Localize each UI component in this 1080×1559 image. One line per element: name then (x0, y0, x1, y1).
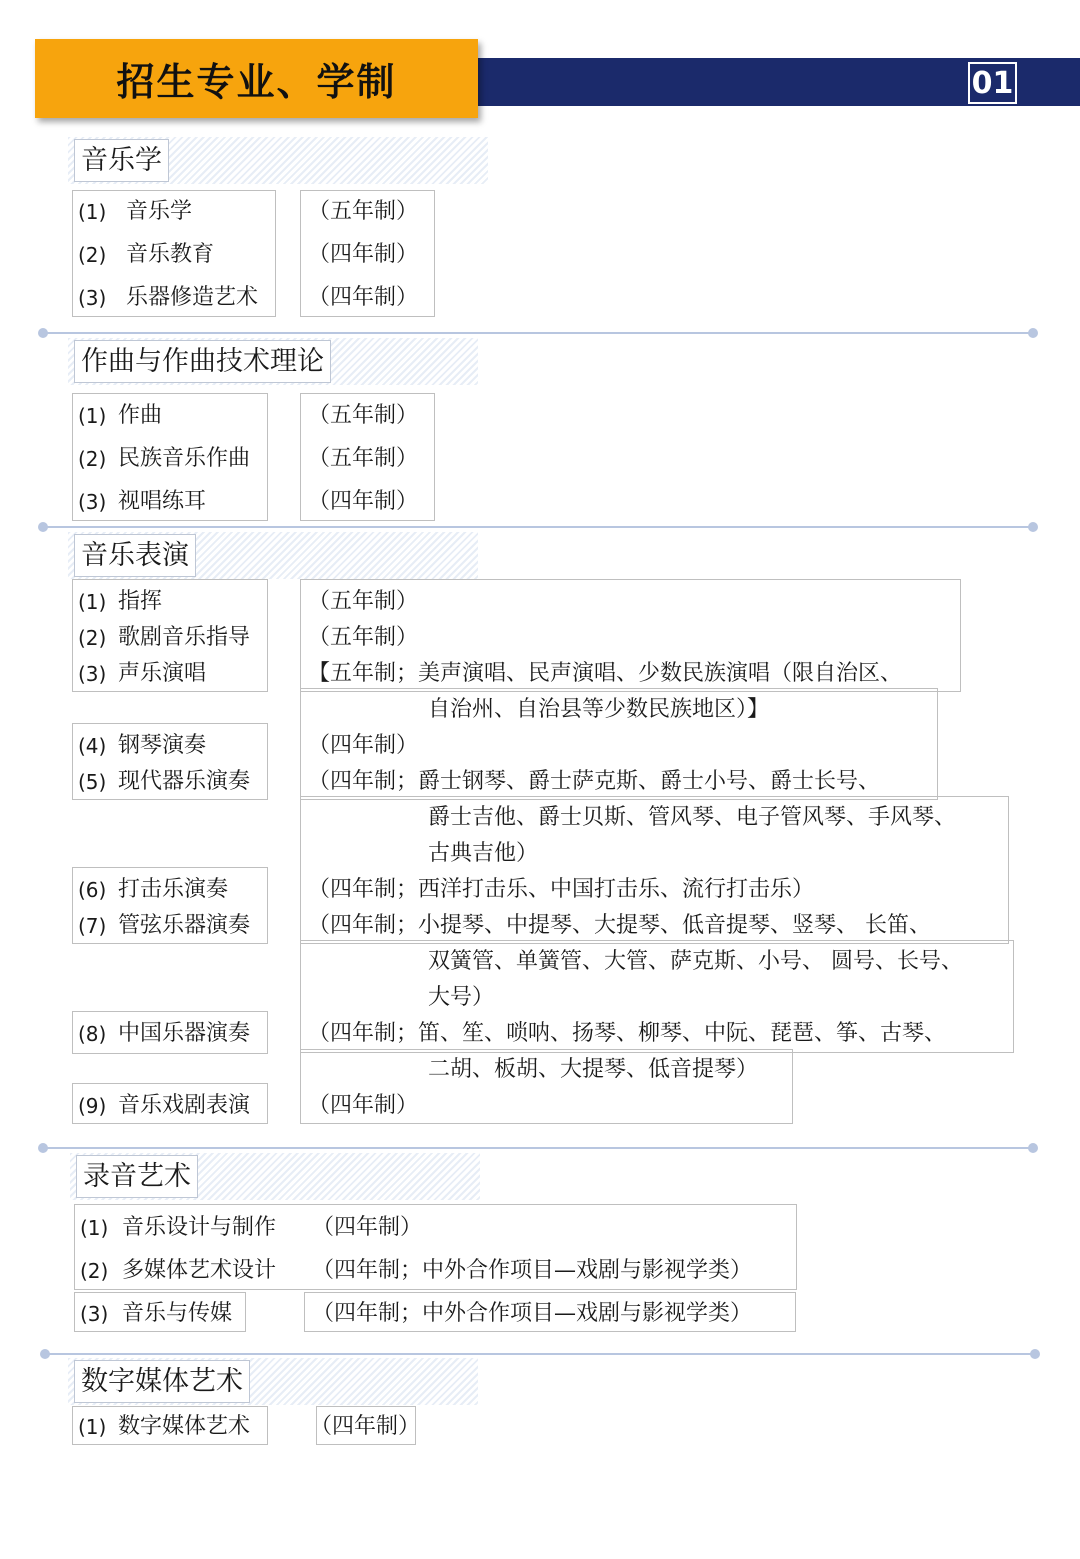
page-number-badge: 01 (968, 62, 1017, 104)
duration-text: （五年制） (308, 446, 419, 471)
duration-text: （五年制） (308, 199, 419, 224)
major-name: 指挥 (118, 589, 163, 614)
item-number: (2) (80, 1259, 109, 1283)
duration-text-cont: 古典吉他） (428, 841, 539, 866)
section-divider (43, 332, 1033, 334)
major-name: 数字媒体艺术 (118, 1414, 251, 1439)
major-name: 视唱练耳 (118, 489, 207, 514)
duration-text: （四年制） (308, 733, 419, 758)
item-number: (6) (78, 878, 107, 902)
duration-text: （四年制） (308, 285, 419, 310)
duration-text: （五年制） (308, 625, 419, 650)
duration-text: （四年制） (308, 1093, 419, 1118)
item-number: (3) (78, 286, 107, 310)
duration-text: （五年制） (308, 589, 419, 614)
major-name: 中国乐器演奏 (118, 1021, 251, 1046)
major-name: 音乐学 (126, 199, 193, 224)
section-title-shuzi: 数字媒体艺术 (74, 1360, 250, 1403)
item-number: (8) (78, 1022, 107, 1046)
major-name: 声乐演唱 (118, 661, 207, 686)
section-title-biaoyan: 音乐表演 (74, 534, 196, 577)
major-name: 乐器修造艺术 (126, 285, 259, 310)
major-name: 钢琴演奏 (118, 733, 207, 758)
major-name: 音乐戏剧表演 (118, 1093, 251, 1118)
duration-text: （四年制） (308, 242, 419, 267)
item-number: (3) (78, 490, 107, 514)
item-number: (1) (78, 404, 107, 428)
duration-text-cont: 二胡、板胡、大提琴、低音提琴） (428, 1057, 759, 1082)
duration-text: （四年制；中外合作项目—戏剧与影视学类） (312, 1301, 753, 1326)
major-name: 歌剧音乐指导 (118, 625, 251, 650)
divider-dot (1028, 522, 1038, 532)
section-divider (45, 1353, 1035, 1355)
major-name: 音乐设计与制作 (122, 1215, 277, 1240)
duration-text: （四年制；爵士钢琴、爵士萨克斯、爵士小号、爵士长号、 (308, 769, 881, 794)
duration-text-cont: 双簧管、单簧管、大管、萨克斯、小号、 圆号、长号、 (428, 949, 963, 974)
item-number: (2) (78, 447, 107, 471)
section-divider (43, 1147, 1033, 1149)
item-number: (2) (78, 626, 107, 650)
page-title: 招生专业、学制 (116, 60, 397, 104)
item-number: (1) (80, 1216, 109, 1240)
duration-text: （四年制；中外合作项目—戏剧与影视学类） (312, 1258, 753, 1283)
item-number: (7) (78, 914, 107, 938)
item-number: (1) (78, 1415, 107, 1439)
duration-text-cont: 爵士吉他、爵士贝斯、管风琴、电子管风琴、手风琴、 (428, 805, 957, 830)
duration-text: （四年制；小提琴、中提琴、大提琴、低音提琴、竖琴、 长笛、 (308, 913, 931, 938)
section-title-luyin: 录音艺术 (76, 1155, 198, 1198)
item-number: (3) (80, 1302, 109, 1326)
duration-text: （四年制） (312, 1215, 423, 1240)
divider-dot (1028, 328, 1038, 338)
major-name: 多媒体艺术设计 (122, 1258, 277, 1283)
major-name: 作曲 (118, 403, 163, 428)
major-name: 音乐与传媒 (122, 1301, 233, 1326)
item-number: (1) (78, 590, 107, 614)
divider-dot (1028, 1143, 1038, 1153)
section-title-zuoqu: 作曲与作曲技术理论 (74, 340, 331, 383)
section-title-yinyuexue: 音乐学 (74, 139, 169, 182)
item-number: (5) (78, 770, 107, 794)
duration-text: （五年制） (308, 403, 419, 428)
section-divider (43, 526, 1033, 528)
duration-text: 【五年制；美声演唱、民声演唱、少数民族演唱（限自治区、 (308, 661, 903, 686)
major-name: 现代器乐演奏 (118, 769, 251, 794)
item-number: (3) (78, 662, 107, 686)
item-number: (2) (78, 243, 107, 267)
major-name: 音乐教育 (126, 242, 215, 267)
duration-text: （四年制） (308, 489, 419, 514)
duration-text: （四年制；西洋打击乐、中国打击乐、流行打击乐） (308, 877, 815, 902)
major-name: 民族音乐作曲 (118, 446, 251, 471)
duration-text-cont: 大号） (428, 985, 495, 1010)
item-number: (4) (78, 734, 107, 758)
duration-text-cont: 自治州、自治县等少数民族地区）】 (428, 697, 770, 722)
major-name: 打击乐演奏 (118, 877, 229, 902)
major-name: 管弦乐器演奏 (118, 913, 251, 938)
item-number: (9) (78, 1094, 107, 1118)
divider-dot (1030, 1349, 1040, 1359)
header-title-box (35, 39, 478, 118)
item-number: (1) (78, 200, 107, 224)
duration-text: （四年制） (310, 1414, 421, 1439)
duration-text: （四年制；笛、笙、唢呐、扬琴、柳琴、中阮、琵琶、筝、古琴、 (308, 1021, 947, 1046)
